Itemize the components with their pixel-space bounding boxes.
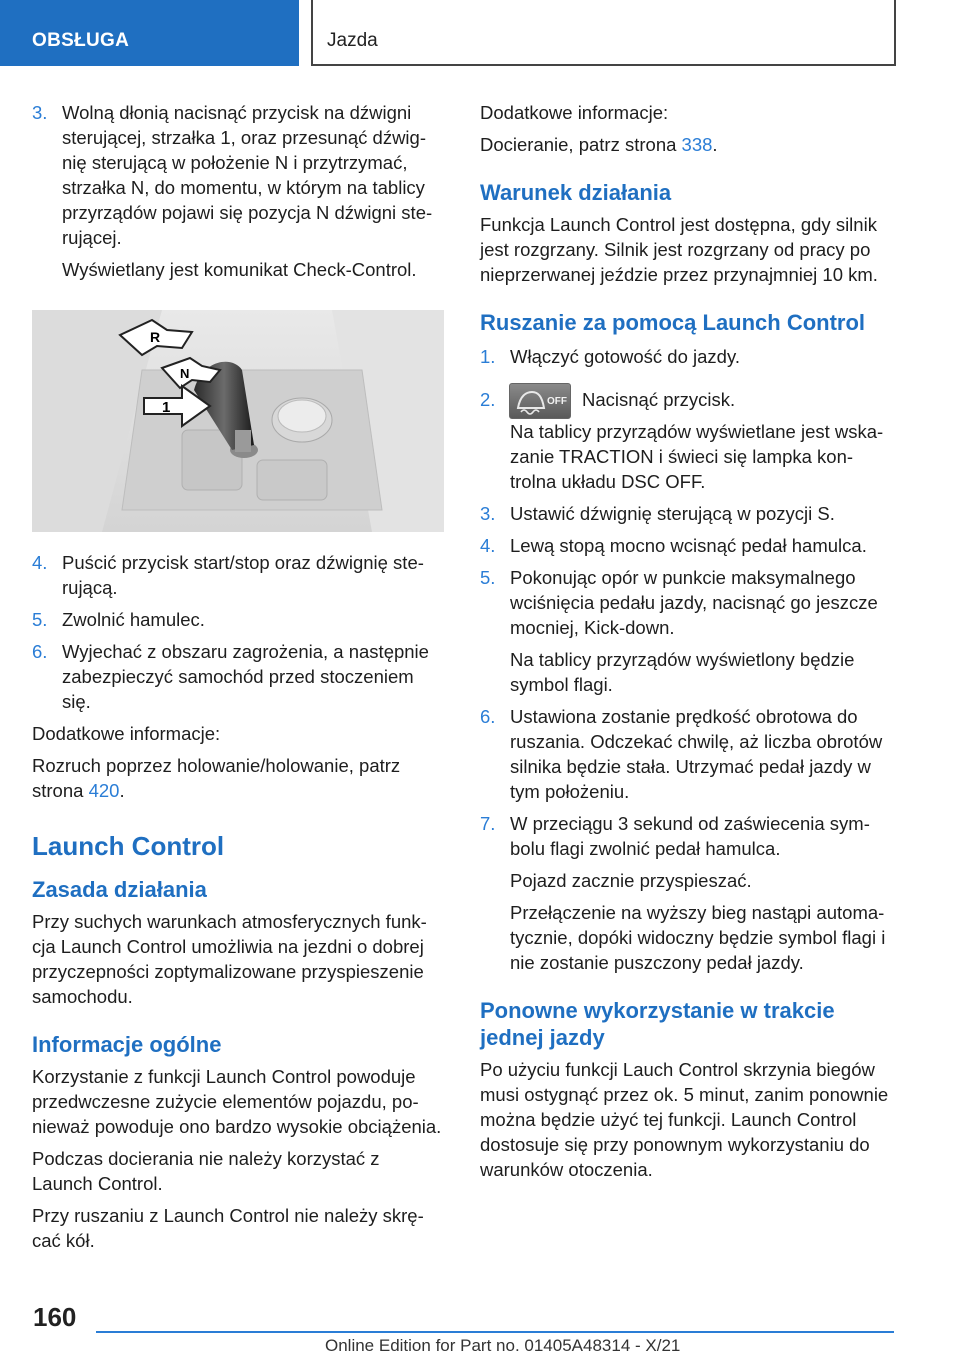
chapter-title: Jazda: [327, 30, 378, 51]
step-subtext: Wyświetlany jest komunikat Check-Control.: [62, 259, 417, 280]
extra-info-body: Docieranie, patrz strona: [480, 134, 682, 155]
gear-lever-photo: [32, 310, 444, 532]
dsc-off-label: OFF: [547, 396, 567, 407]
step-5-left: [32, 607, 444, 632]
step-number: 3.: [32, 102, 48, 123]
extra-info-label: Dodatkowe informacje:: [480, 102, 669, 123]
step-3-right: [480, 501, 892, 526]
step-3-left: [32, 100, 444, 282]
step-5-right: [480, 565, 892, 697]
extra-info-text: [480, 132, 892, 157]
step-text: Puścić przycisk start/stop oraz dźwignię sterującą.: [62, 552, 424, 598]
step-4-left: [32, 550, 444, 600]
extra-info-end: .: [119, 780, 125, 801]
step-number: 5.: [32, 609, 48, 630]
heading-condition: Warunek działania: [480, 180, 672, 205]
step-subtext: Na tablicy przyrządów wyświetlony będzie symbol flagi.: [510, 649, 855, 695]
general-text-3: Przy ruszaniu z Launch Control nie należy skręcać kół.: [32, 1205, 424, 1251]
section-tab: [0, 0, 299, 66]
step-text: Włączyć gotowość do jazdy.: [510, 346, 740, 367]
condition-text: Funkcja Launch Control jest dostępna, gdy silnik jest rozgrzany. Silnik jest rozgrzany od pracy po nieprzerwanej jeździe przez przynajmniej 10 km.: [480, 214, 878, 285]
step-6-right: [480, 704, 892, 804]
extra-info-text: [32, 753, 444, 803]
step-1-right: [480, 344, 892, 369]
extra-info-body: Rozruch poprzez holowanie/holowanie, patrz strona: [32, 755, 401, 801]
chapter-header: [311, 0, 896, 66]
step-subtext: Na tablicy przyrządów wyświetlane jest wskazanie TRACTION i świeci się lampka kontrolna układu DSC OFF.: [510, 421, 884, 492]
step-number: 4.: [480, 535, 496, 556]
step-number: 4.: [32, 552, 48, 573]
principle-text: Przy suchych warunkach atmosferycznych funkcja Launch Control umożliwia na jezdni o dobrej przyczepności zoptymalizowane przyspieszenie samochodu.: [32, 911, 427, 1007]
section-title: OBSŁUGA: [32, 30, 130, 51]
heading-start: Ruszanie za pomocą Launch Control: [480, 310, 866, 335]
gear-lever-illustration: [32, 310, 444, 532]
step-number: 5.: [480, 567, 496, 588]
step-6-left: [32, 639, 444, 714]
step-number: 6.: [480, 706, 496, 727]
step-subtext-1: Pojazd zacznie przyspieszać.: [510, 870, 752, 891]
edition-info: Online Edition for Part no. 01405A48314 - X/21: [325, 1336, 681, 1355]
extra-info-end: .: [712, 134, 718, 155]
heading-launch-control: Launch Control: [32, 831, 225, 861]
right-column: [480, 100, 892, 1189]
step-text: Lewą stopą mocno wcisnąć pedał hamulca.: [510, 535, 867, 556]
step-text: Nacisnąć przycisk.: [582, 389, 736, 410]
page-link-420[interactable]: 420: [88, 780, 120, 801]
step-text: W przeciągu 3 sekund od zaświecenia symbolu flagi zwolnić pedał hamulca.: [510, 813, 870, 859]
step-7-right: [480, 811, 892, 975]
general-text-2: Podczas docierania nie należy korzystać z Launch Control.: [32, 1148, 380, 1194]
step-text: Ustawiona zostanie prędkość obrotowa do ruszania. Odczekać chwilę, aż liczba obrotów silnika będzie stała. Utrzymać pedał jazdy w tym położeniu.: [510, 706, 883, 802]
page-number: 160: [33, 1302, 77, 1332]
step-subtext-2: Przełączenie na wyższy bieg nastąpi automatycznie, dopóki widoczny będzie symbol flagi i nie zostanie puszczony pedał jazdy.: [510, 902, 886, 973]
general-text-1: Korzystanie z funkcji Launch Control powoduje przedwczesne zużycie elementów pojazdu, ponieważ powoduje ono bardzo wysokie obciążenia.: [32, 1066, 442, 1137]
label-1: 1: [162, 399, 171, 416]
reuse-text: Po użyciu funkcji Lauch Control skrzynia biegów musi ostygnąć przez ok. 5 minut, zanim ponownie można będzie użyć tej funkcji. Launch Control dostosuje się przy ponownym wykorzystaniu do warunków otoczenia.: [480, 1059, 889, 1180]
dsc-off-icon: [510, 384, 570, 418]
step-text: Zwolnić hamulec.: [62, 609, 205, 630]
page-link-338[interactable]: 338: [681, 134, 713, 155]
step-text: Ustawić dźwignię sterującą w pozycji S.: [510, 503, 835, 524]
step-number: 3.: [480, 503, 496, 524]
step-text: Pokonując opór w punkcie maksymalnego wciśnięcia pedału jazdy, nacisnąć go jeszcze mocniej, Kick-down.: [510, 567, 878, 638]
step-2-right: [480, 387, 892, 494]
dsc-off-button-icon: [509, 383, 571, 419]
step-number: 7.: [480, 813, 496, 834]
step-text: Wyjechać z obszaru zagrożenia, a następnie zabezpieczyć samochód przed stoczeniem się.: [62, 641, 429, 712]
label-n: N: [180, 366, 190, 381]
step-text: Wolną dłonią nacisnąć przycisk na dźwigni sterującej, strzałka 1, oraz przesunąć dźwignię sterującą w położenie N i przytrzymać, strzałka N, do momentu, w którym na tablicy przyrządów pojawi się pozycja N dźwigni sterującej.: [62, 102, 433, 248]
step-number: 6.: [32, 641, 48, 662]
step-number: 2.: [480, 389, 496, 410]
step-4-right: [480, 533, 892, 558]
extra-info-label: Dodatkowe informacje:: [32, 723, 221, 744]
label-r: R: [150, 329, 161, 345]
heading-principle: Zasada działania: [32, 877, 207, 902]
step-number: 1.: [480, 346, 496, 367]
footer-divider: [96, 1331, 894, 1333]
heading-reuse: Ponowne wykorzystanie w trakcie jednej jazdy: [480, 998, 835, 1050]
heading-general: Informacje ogólne: [32, 1032, 222, 1057]
left-column: [32, 100, 444, 1260]
